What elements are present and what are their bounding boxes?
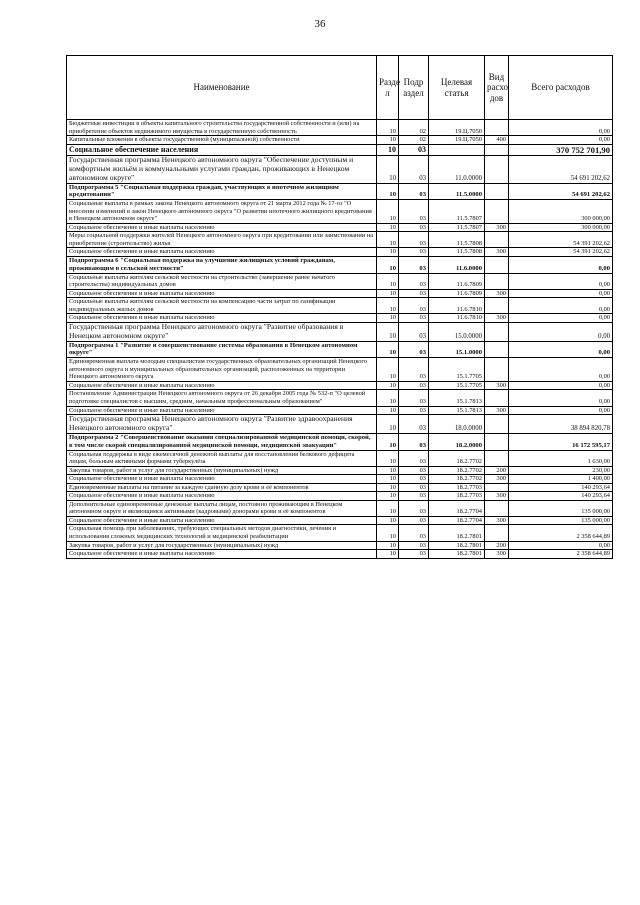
row-razdel-cell: 10: [377, 516, 399, 525]
row-razdel-cell: 10: [377, 314, 399, 323]
row-target-cell: 15.1.7813: [429, 406, 485, 415]
row-name-cell: Социальная поддержка в виде ежемесячной денежной выплаты для восстановления белкового дефицита лицам, больным активными формами туберкулёза: [67, 450, 377, 466]
row-target-cell: 11.5.0000: [429, 183, 485, 200]
row-amount-cell: 0,00: [509, 289, 613, 298]
row-amount-cell: 0,00: [509, 257, 613, 274]
row-name-cell: Единовременная выплата молодым специалистам государственных образовательных организаций Ненецкого автономного округа и муниципальных образовательных организаций, расположенных на территории Ненецкого автономного округа: [67, 358, 377, 382]
row-target-cell: 11.0.0000: [429, 155, 485, 183]
row-amount-cell: 300 000,00: [509, 200, 613, 224]
table-row: [67, 415, 613, 434]
row-name-cell: Подпрограмма 1 "Развитие и совершенствование системы образования в Ненецком автономном округе": [67, 341, 377, 358]
row-amount-cell: 0,00: [509, 381, 613, 390]
table-row: [67, 475, 613, 484]
row-amount-cell: 54 391 202,62: [509, 232, 613, 248]
row-target-cell: 19.Ц.7050: [429, 136, 485, 145]
row-podrazdel-cell: 02: [399, 136, 429, 145]
table-body: [67, 120, 613, 559]
row-razdel-cell: 10: [377, 298, 399, 314]
row-vid-cell: 200: [485, 466, 509, 475]
row-vid-cell: [485, 298, 509, 314]
row-razdel-cell: 10: [377, 322, 399, 341]
row-razdel-cell: 10: [377, 341, 399, 358]
row-vid-cell: [485, 415, 509, 434]
row-name-cell: Государственная программа Ненецкого автономного округа "Развитие здравоохранения Ненецкого автономного округа": [67, 415, 377, 434]
row-target-cell: 18.2.7704: [429, 516, 485, 525]
row-amount-cell: 0,00: [509, 322, 613, 341]
row-target-cell: 15.1.7813: [429, 390, 485, 406]
row-target-cell: 18.2.7702: [429, 450, 485, 466]
row-razdel-cell: 10: [377, 390, 399, 406]
row-podrazdel-cell: 03: [399, 525, 429, 541]
row-vid-cell: 300: [485, 289, 509, 298]
row-name-cell: Подпрограмма 5 "Социальная поддержка граждан, участвующих в ипотечном жилищном кредитовании": [67, 183, 377, 200]
row-target-cell: 15.1.7705: [429, 381, 485, 390]
row-name-cell: Социальное обеспечение и иные выплаты населению: [67, 475, 377, 484]
table-row: [67, 492, 613, 501]
row-target-cell: 15.0.0000: [429, 322, 485, 341]
row-podrazdel-cell: 03: [399, 483, 429, 492]
row-podrazdel-cell: 03: [399, 516, 429, 525]
table-row: [67, 390, 613, 406]
row-podrazdel-cell: 03: [399, 341, 429, 358]
row-target-cell: 18.2.7704: [429, 500, 485, 516]
table-row: [67, 257, 613, 274]
row-target-cell: 18.2.7801: [429, 550, 485, 559]
row-target-cell: 18.2.7703: [429, 492, 485, 501]
row-target-cell: 11.5.7807: [429, 223, 485, 232]
row-target-cell: 18.2.7702: [429, 466, 485, 475]
row-podrazdel-cell: 03: [399, 314, 429, 323]
row-podrazdel-cell: 03: [399, 390, 429, 406]
table-row: [67, 358, 613, 382]
row-amount-cell: 2 358 644,89: [509, 550, 613, 559]
row-amount-cell: 2 358 644,89: [509, 525, 613, 541]
row-podrazdel-cell: 03: [399, 541, 429, 550]
row-name-cell: Единовременные выплаты на питание за каждую сданную дозу крови и её компонентов: [67, 483, 377, 492]
row-name-cell: Социальное обеспечение и иные выплаты населению: [67, 550, 377, 559]
row-vid-cell: [485, 155, 509, 183]
row-name-cell: Социальное обеспечение и иные выплаты населению: [67, 314, 377, 323]
table-row: [67, 541, 613, 550]
row-target-cell: 19.Ц.7050: [429, 120, 485, 136]
row-vid-cell: [485, 390, 509, 406]
row-amount-cell: 1 630,00: [509, 450, 613, 466]
row-vid-cell: [485, 433, 509, 450]
row-razdel-cell: 10: [377, 381, 399, 390]
header-total: Всего расходов: [509, 56, 613, 120]
row-podrazdel-cell: 03: [399, 492, 429, 501]
row-podrazdel-cell: 03: [399, 433, 429, 450]
row-vid-cell: [485, 144, 509, 155]
row-razdel-cell: 10: [377, 358, 399, 382]
row-vid-cell: 200: [485, 541, 509, 550]
row-vid-cell: 300: [485, 406, 509, 415]
table-row: [67, 381, 613, 390]
table-row: [67, 136, 613, 145]
row-target-cell: 11.6.0000: [429, 257, 485, 274]
row-name-cell: Социальное обеспечение и иные выплаты населению: [67, 406, 377, 415]
row-vid-cell: [485, 450, 509, 466]
row-podrazdel-cell: 03: [399, 406, 429, 415]
row-amount-cell: 54 691 202,62: [509, 183, 613, 200]
row-podrazdel-cell: 03: [399, 358, 429, 382]
row-podrazdel-cell: 03: [399, 298, 429, 314]
row-name-cell: Капитальные вложения в объекты государственной (муниципальной) собственности: [67, 136, 377, 145]
table-row: [67, 516, 613, 525]
row-razdel-cell: 10: [377, 450, 399, 466]
row-razdel-cell: 10: [377, 433, 399, 450]
row-name-cell: Постановление Администрации Ненецкого автономного округа от 26 декабря 2005 года № 532-п "О целевой подготовке специалистов с высшим, средним, начальным профессиональным образованием": [67, 390, 377, 406]
row-name-cell: Бюджетные инвестиции в объекты капитального строительства государственной собственности и (или) на приобретение объектов недвижимого имущества в государственную собственность: [67, 120, 377, 136]
table-header-row: [67, 56, 613, 120]
row-podrazdel-cell: 03: [399, 257, 429, 274]
table-row: [67, 200, 613, 224]
row-amount-cell: 0,00: [509, 341, 613, 358]
row-razdel-cell: 10: [377, 415, 399, 434]
row-razdel-cell: 10: [377, 248, 399, 257]
row-vid-cell: [485, 200, 509, 224]
row-target-cell: 18.2.7703: [429, 483, 485, 492]
row-name-cell: Социальное обеспечение населения: [67, 144, 377, 155]
row-podrazdel-cell: 03: [399, 322, 429, 341]
row-name-cell: Социальные выплаты жителям сельской местности на строительство (завершение ранее начатого строительства) индивидуальных домов: [67, 273, 377, 289]
row-amount-cell: 0,00: [509, 120, 613, 136]
row-podrazdel-cell: 03: [399, 500, 429, 516]
table-row: [67, 483, 613, 492]
table-row: [67, 273, 613, 289]
row-razdel-cell: 10: [377, 550, 399, 559]
row-podrazdel-cell: 03: [399, 155, 429, 183]
row-razdel-cell: 10: [377, 200, 399, 224]
row-name-cell: Дополнительные единовременные денежные выплаты лицам, постоянно проживающим в Ненецком автономном округе и являющимся активными (кадровыми) донорами крови и её компонентов: [67, 500, 377, 516]
row-name-cell: Государственная программа Ненецкого автономного округа "Развитие образования в Ненецком автономном округе": [67, 322, 377, 341]
row-vid-cell: [485, 183, 509, 200]
row-razdel-cell: 10: [377, 289, 399, 298]
row-target-cell: 18.0.0000: [429, 415, 485, 434]
row-razdel-cell: 10: [377, 406, 399, 415]
row-podrazdel-cell: 02: [399, 120, 429, 136]
header-vid: Вид расхо дов: [485, 56, 509, 120]
row-amount-cell: 135 000,00: [509, 516, 613, 525]
row-podrazdel-cell: 03: [399, 200, 429, 224]
row-vid-cell: 300: [485, 314, 509, 323]
row-podrazdel-cell: 03: [399, 450, 429, 466]
row-vid-cell: [485, 322, 509, 341]
row-razdel-cell: 10: [377, 525, 399, 541]
row-target-cell: [429, 144, 485, 155]
table-row: [67, 322, 613, 341]
row-podrazdel-cell: 03: [399, 381, 429, 390]
row-name-cell: Социальное обеспечение и иные выплаты населению: [67, 516, 377, 525]
row-razdel-cell: 10: [377, 136, 399, 145]
row-amount-cell: 16 172 595,17: [509, 433, 613, 450]
row-name-cell: Государственная программа Ненецкого автономного округа "Обеспечение доступным и комфортным жильём и коммунальными услугами граждан, проживающих в Ненецком автономном округе": [67, 155, 377, 183]
row-target-cell: 15.1.7705: [429, 358, 485, 382]
row-vid-cell: [485, 483, 509, 492]
page-number: 36: [314, 18, 326, 30]
table-row: [67, 466, 613, 475]
row-razdel-cell: 10: [377, 466, 399, 475]
row-name-cell: Социальное обеспечение и иные выплаты населению: [67, 223, 377, 232]
table-row: [67, 550, 613, 559]
row-name-cell: Социальное обеспечение и иные выплаты населению: [67, 492, 377, 501]
row-target-cell: 15.1.0000: [429, 341, 485, 358]
row-target-cell: 18.2.7702: [429, 475, 485, 484]
row-name-cell: Меры социальной поддержки жителей Ненецкого автономного округа при кредитовании или заимствовании на приобретение (строительство) жилья: [67, 232, 377, 248]
row-vid-cell: [485, 358, 509, 382]
row-amount-cell: 38 894 820,78: [509, 415, 613, 434]
row-vid-cell: 300: [485, 516, 509, 525]
row-amount-cell: 54 391 202,62: [509, 248, 613, 257]
row-vid-cell: [485, 257, 509, 274]
row-amount-cell: 300 000,00: [509, 223, 613, 232]
row-name-cell: Социальное обеспечение и иные выплаты населению: [67, 248, 377, 257]
row-razdel-cell: 10: [377, 273, 399, 289]
row-vid-cell: 300: [485, 475, 509, 484]
row-razdel-cell: 10: [377, 483, 399, 492]
row-target-cell: 18.2.7801: [429, 525, 485, 541]
row-podrazdel-cell: 03: [399, 289, 429, 298]
row-vid-cell: [485, 120, 509, 136]
row-podrazdel-cell: 03: [399, 475, 429, 484]
row-name-cell: Подпрограмма 6 "Социальная поддержка на улучшение жилищных условий гражданам, проживающим в сельской местности": [67, 257, 377, 274]
row-target-cell: 11.6.7810: [429, 298, 485, 314]
row-podrazdel-cell: 03: [399, 415, 429, 434]
table-row: [67, 248, 613, 257]
row-name-cell: Социальные выплаты в рамках закона Ненецкого автономного округа от 21 марта 2012 года № 17-оз "О внесении изменений в закон Ненецкого автономного округа "О развитии ипотечного жилищного кредитования в Ненецком автономном округе": [67, 200, 377, 224]
row-razdel-cell: 10: [377, 492, 399, 501]
table-row: [67, 525, 613, 541]
row-target-cell: 11.5.7808: [429, 248, 485, 257]
row-amount-cell: 140 293,64: [509, 492, 613, 501]
row-amount-cell: 0,00: [509, 314, 613, 323]
row-vid-cell: [485, 500, 509, 516]
row-target-cell: 18.2.7801: [429, 541, 485, 550]
row-amount-cell: 1 400,00: [509, 475, 613, 484]
row-amount-cell: 370 752 701,90: [509, 144, 613, 155]
row-razdel-cell: 10: [377, 155, 399, 183]
table-row: [67, 289, 613, 298]
table-row: [67, 450, 613, 466]
row-vid-cell: 400: [485, 136, 509, 145]
row-target-cell: 11.5.7808: [429, 232, 485, 248]
row-podrazdel-cell: 03: [399, 223, 429, 232]
header-name: Наименование: [67, 56, 377, 120]
row-amount-cell: 135 000,00: [509, 500, 613, 516]
row-amount-cell: 0,00: [509, 273, 613, 289]
header-target: Целевая статья: [429, 56, 485, 120]
row-vid-cell: [485, 525, 509, 541]
table-row: [67, 155, 613, 183]
row-name-cell: Закупка товаров, работ и услуг для государственных (муниципальных) нужд: [67, 541, 377, 550]
row-amount-cell: 0,00: [509, 541, 613, 550]
table-row: [67, 120, 613, 136]
row-target-cell: 11.5.7807: [429, 200, 485, 224]
row-podrazdel-cell: 03: [399, 248, 429, 257]
row-vid-cell: 300: [485, 223, 509, 232]
row-vid-cell: 300: [485, 381, 509, 390]
row-razdel-cell: 10: [377, 475, 399, 484]
row-podrazdel-cell: 03: [399, 273, 429, 289]
table-row: [67, 144, 613, 155]
table-row: [67, 500, 613, 516]
table-row: [67, 433, 613, 450]
row-razdel-cell: 10: [377, 500, 399, 516]
row-name-cell: Социальная помощь при заболеваниях, требующих специальных методов диагностики, лечения и использования сложных медицинских технологий и медицинской реабилитации: [67, 525, 377, 541]
row-vid-cell: 300: [485, 248, 509, 257]
header-razdel: Разде л: [377, 56, 399, 120]
row-vid-cell: [485, 341, 509, 358]
row-amount-cell: 0,00: [509, 406, 613, 415]
row-podrazdel-cell: 03: [399, 466, 429, 475]
row-name-cell: Социальные выплаты жителям сельской местности на компенсацию части затрат по газификации индивидуальных жилых домов: [67, 298, 377, 314]
row-target-cell: 18.2.0000: [429, 433, 485, 450]
row-name-cell: Социальное обеспечение и иные выплаты населению: [67, 289, 377, 298]
row-name-cell: Социальное обеспечение и иные выплаты населению: [67, 381, 377, 390]
row-amount-cell: 0,00: [509, 136, 613, 145]
table-row: [67, 341, 613, 358]
row-amount-cell: 0,00: [509, 298, 613, 314]
row-amount-cell: 230,00: [509, 466, 613, 475]
row-razdel-cell: 10: [377, 541, 399, 550]
table-row: [67, 223, 613, 232]
row-amount-cell: 54 691 202,62: [509, 155, 613, 183]
row-podrazdel-cell: 03: [399, 232, 429, 248]
row-target-cell: 11.6.7810: [429, 314, 485, 323]
table-row: [67, 183, 613, 200]
table-row: [67, 232, 613, 248]
row-podrazdel-cell: 03: [399, 144, 429, 155]
row-amount-cell: 0,00: [509, 390, 613, 406]
row-vid-cell: 300: [485, 550, 509, 559]
row-target-cell: 11.6.7809: [429, 289, 485, 298]
row-amount-cell: 140 293,64: [509, 483, 613, 492]
header-podrazdel: Подр аздел: [399, 56, 429, 120]
row-podrazdel-cell: 03: [399, 550, 429, 559]
row-razdel-cell: 10: [377, 120, 399, 136]
row-razdel-cell: 10: [377, 223, 399, 232]
row-vid-cell: 300: [485, 492, 509, 501]
row-vid-cell: [485, 273, 509, 289]
row-razdel-cell: 10: [377, 144, 399, 155]
row-amount-cell: 0,00: [509, 358, 613, 382]
row-vid-cell: [485, 232, 509, 248]
row-razdel-cell: 10: [377, 257, 399, 274]
row-name-cell: Закупка товаров, работ и услуг для государственных (муниципальных) нужд: [67, 466, 377, 475]
row-razdel-cell: 10: [377, 232, 399, 248]
row-target-cell: 11.6.7809: [429, 273, 485, 289]
row-razdel-cell: 10: [377, 183, 399, 200]
budget-table: [66, 55, 613, 559]
row-name-cell: Подпрограмма 2 "Совершенствование оказания специализированной медицинской помощи, скорой, в том числе скорой специализированной медицинской помощи, медицинской эвакуации": [67, 433, 377, 450]
row-podrazdel-cell: 03: [399, 183, 429, 200]
table-row: [67, 298, 613, 314]
